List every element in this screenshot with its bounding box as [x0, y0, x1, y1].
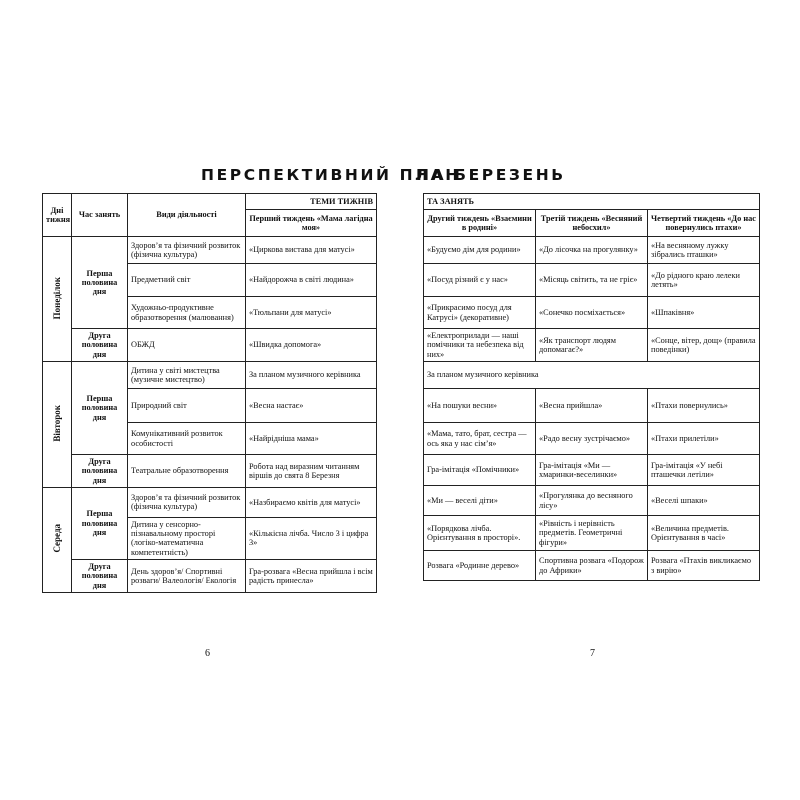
- topic-cell: «Кількісна лічба. Число 3 і цифра 3»: [246, 517, 377, 559]
- activity-cell: День здоров’я/ Спортивні розваги/ Валеологія/ Екологія: [128, 559, 246, 592]
- topic-cell: «Сонечко посміхається»: [536, 297, 648, 329]
- table-row: [424, 362, 760, 389]
- period-label: Друга половина дня: [72, 329, 128, 362]
- topic-cell: «Весна настає»: [246, 389, 377, 423]
- activity-cell: Комунікативний розвиток особистості: [128, 423, 246, 455]
- header-days: Дні тижня: [43, 194, 72, 237]
- topic-cell: «Найрідніша мама»: [246, 423, 377, 455]
- table-row: [424, 297, 760, 329]
- topic-cell: «Місяць світить, та не гріє»: [536, 264, 648, 297]
- table-row: [424, 486, 760, 516]
- topic-cell: «Циркова вистава для матусі»: [246, 237, 377, 264]
- page-title-left: ПЕРСПЕКТИВНИЙ ПЛАН: [201, 166, 461, 184]
- topic-cell: «Птахи прилетіли»: [648, 423, 760, 455]
- header-week3: Третій тиждень «Весняний небосхил»: [536, 210, 648, 237]
- header-week4: Четвертий тиждень «До нас повернулись птахи»: [648, 210, 760, 237]
- header-week1: Перший тиждень «Мама лагідна моя»: [246, 210, 377, 237]
- activity-cell: Художньо-продуктивне образотворення (малювання): [128, 297, 246, 329]
- table-row: [424, 329, 760, 362]
- table-row: [43, 487, 377, 517]
- table-row: [43, 559, 377, 592]
- topic-cell: «Тюльпани для матусі»: [246, 297, 377, 329]
- topic-cell: «Швидка допомога»: [246, 329, 377, 362]
- topic-cell: «Ми — веселі діти»: [424, 486, 536, 516]
- topic-cell: Спортивна розвага «Подорож до Африки»: [536, 551, 648, 581]
- period-label: Перша половина дня: [72, 237, 128, 329]
- topic-cell: «Назбираємо квітів для матусі»: [246, 487, 377, 517]
- topic-cell: «До лісочка на прогулянку»: [536, 237, 648, 264]
- topic-cell: «До рідного краю лелеки летять»: [648, 264, 760, 297]
- day-label: Понеділок: [43, 237, 72, 362]
- merged-cell: За планом музичного керівника: [424, 362, 760, 389]
- table-row: [43, 237, 377, 264]
- table-row: [43, 329, 377, 362]
- table-row: [424, 237, 760, 264]
- activity-cell: ОБЖД: [128, 329, 246, 362]
- page-title-right: НА БЕРЕЗЕНЬ: [416, 166, 566, 184]
- topic-cell: «Як транспорт людям допомагає?»: [536, 329, 648, 362]
- topic-cell: «Величина предметів. Орієнтування в часі»: [648, 516, 760, 551]
- topic-cell: Гра-імітація «У небі пташечки летіли»: [648, 455, 760, 486]
- topic-cell: Гра-імітація «Ми — хмаринки-веселинки»: [536, 455, 648, 486]
- topic-cell: «Птахи повернулись»: [648, 389, 760, 423]
- activity-cell: Дитина у сенсорно-пізнавальному просторі (логіко-математична компетентність): [128, 517, 246, 559]
- topic-cell: Гра-імітація «Помічники»: [424, 455, 536, 486]
- topic-cell: За планом музичного керівника: [246, 362, 377, 389]
- page-number-right: 7: [590, 648, 595, 659]
- day-label: Вівторок: [43, 362, 72, 488]
- topic-cell: «Електроприлади — наші помічники та небезпека від них»: [424, 329, 536, 362]
- header-topics: ТЕМИ ТИЖНІВ: [246, 194, 377, 210]
- topic-cell: «Сонце, вітер, дощ» (правила поведінки): [648, 329, 760, 362]
- topic-cell: «Веселі шпаки»: [648, 486, 760, 516]
- activity-cell: Здоров’я та фізичний розвиток (фізична культура): [128, 487, 246, 517]
- table-row: [424, 264, 760, 297]
- table-row: [43, 362, 377, 389]
- topic-cell: «Рівність і нерівність предметів. Геометричні фігури»: [536, 516, 648, 551]
- topic-cell: Робота над виразним читанням віршів до свята 8 Березня: [246, 455, 377, 488]
- activity-cell: Предметний світ: [128, 264, 246, 297]
- plan-table-right: [423, 193, 760, 581]
- topic-cell: Розвага «Родинне дерево»: [424, 551, 536, 581]
- header-activity: Види діяльності: [128, 194, 246, 237]
- topic-cell: «Прикрасимо посуд для Катрусі» (декоративне): [424, 297, 536, 329]
- period-label: Друга половина дня: [72, 455, 128, 488]
- topic-cell: «Посуд різний є у нас»: [424, 264, 536, 297]
- topic-cell: «Шпаківня»: [648, 297, 760, 329]
- topic-cell: Гра-розвага «Весна прийшла і всім радість принесла»: [246, 559, 377, 592]
- table-row: [424, 455, 760, 486]
- day-label: Середа: [43, 487, 72, 592]
- header-week2: Другий тиждень «Взаємини в родині»: [424, 210, 536, 237]
- table-row: [424, 551, 760, 581]
- topic-cell: «Весна прийшла»: [536, 389, 648, 423]
- activity-cell: Здоров’я та фізичний розвиток (фізична культура): [128, 237, 246, 264]
- activity-cell: Природний світ: [128, 389, 246, 423]
- header-topics-cont: ТА ЗАНЯТЬ: [424, 194, 760, 210]
- page-number-left: 6: [205, 648, 210, 659]
- table-row: [424, 516, 760, 551]
- table-row: [43, 455, 377, 488]
- activity-cell: Театральне образотворення: [128, 455, 246, 488]
- topic-cell: «Порядкова лічба. Орієнтування в просторі».: [424, 516, 536, 551]
- plan-table-left: [42, 193, 377, 593]
- activity-cell: Дитина у світі мистецтва (музичне мистецтво): [128, 362, 246, 389]
- header-time: Час занять: [72, 194, 128, 237]
- topic-cell: «Будуємо дім для родини»: [424, 237, 536, 264]
- table-row: [424, 423, 760, 455]
- topic-cell: «Радо весну зустрічаємо»: [536, 423, 648, 455]
- topic-cell: «На весняному лужку зібрались пташки»: [648, 237, 760, 264]
- table-row: [424, 389, 760, 423]
- topic-cell: Розвага «Птахів викликаємо з вирію»: [648, 551, 760, 581]
- topic-cell: «Прогулянка до весняного лісу»: [536, 486, 648, 516]
- period-label: Друга половина дня: [72, 559, 128, 592]
- period-label: Перша половина дня: [72, 362, 128, 455]
- topic-cell: «Мама, тато, брат, сестра — ось яка у нас сім’я»: [424, 423, 536, 455]
- period-label: Перша половина дня: [72, 487, 128, 559]
- topic-cell: «Найдорожча в світі людина»: [246, 264, 377, 297]
- topic-cell: «На пошуки весни»: [424, 389, 536, 423]
